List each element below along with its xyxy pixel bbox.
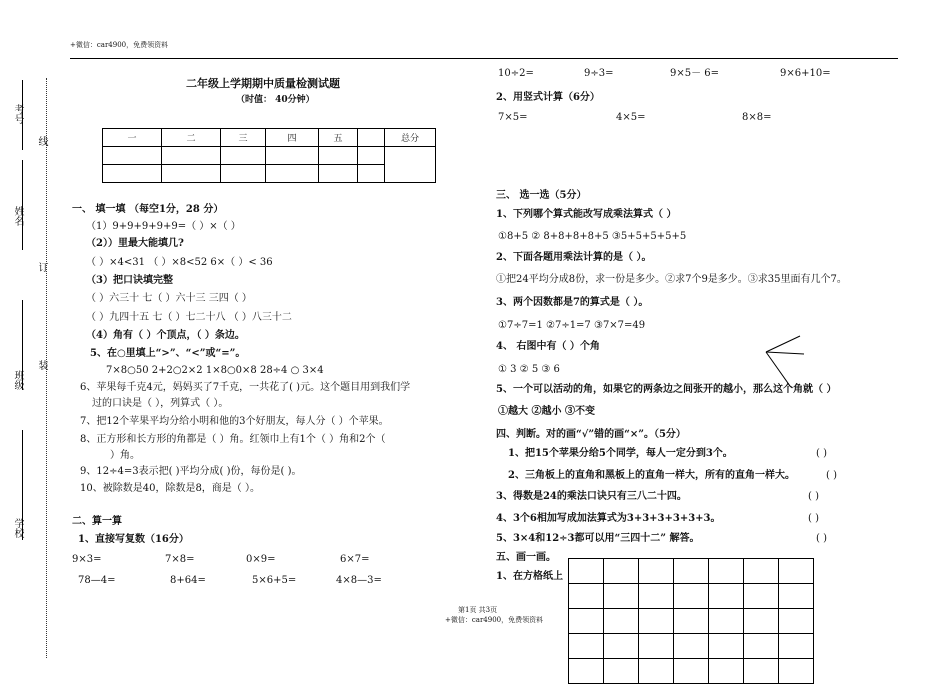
page-subtitle: （时值： 40分钟）	[236, 95, 315, 105]
s3-line: ①7÷7=1 ②7÷1=7 ③7×7=49	[498, 320, 646, 331]
s4-item: 3、得数是24的乘法口诀只有三八二十四。	[496, 491, 687, 502]
s1-line: 8、正方形和长方形的角都是（ ）角。红领巾上有1个（ ）角和2个（	[80, 434, 386, 445]
score-cell[interactable]	[103, 165, 162, 183]
score-cell[interactable]	[266, 165, 319, 183]
angle-ray	[766, 336, 800, 352]
s3-line: ①8+5 ② 8+8+8+8+5 ③5+5+5+5+5	[498, 231, 687, 242]
score-header: 二	[162, 129, 221, 147]
calc-item: 6×7=	[340, 554, 370, 565]
s1-line: （2））里最大能填几?	[86, 238, 184, 249]
s3-line: ① 3 ② 5 ③ 6	[498, 364, 560, 375]
s1-line: 过的口诀是（ ），列算式（ ）。	[92, 398, 229, 409]
score-cell[interactable]	[221, 147, 266, 165]
margin-label-exam-no: 考号	[12, 104, 23, 124]
section-5-title: 五、画一画。	[496, 552, 556, 563]
s3-line: 2、下面各题用乘法计算的是（ ）。	[496, 252, 652, 263]
s2-subtitle-2: 2、用竖式计算（6分）	[496, 92, 600, 103]
margin-label-school: 学校	[12, 518, 23, 538]
s3-line: 4、 右图中有（ ）个角	[496, 341, 600, 352]
s4-item: 2、三角板上的直角和黑板上的直角一样大，所有的直角一样大。	[508, 470, 795, 481]
calc-item: 0×9=	[246, 554, 276, 565]
s4-item: 4、3个6相加写成加法算式为3+3+3+3+3+3。	[496, 513, 721, 524]
calc-item: 5×6+5=	[252, 575, 297, 586]
s4-mark[interactable]: ( )	[808, 491, 819, 502]
calc-item: 9×5－ 6=	[670, 68, 720, 79]
s3-line: ①越大 ②越小 ③不变	[498, 406, 595, 417]
s1-line: 5、在○里填上“>”、“<”或“=”。	[90, 348, 246, 359]
margin-underline-3	[22, 300, 23, 390]
score-header: 五	[319, 129, 358, 147]
angle-ray	[766, 352, 790, 386]
score-cell[interactable]	[358, 147, 385, 165]
margin-label-order: 订	[36, 262, 47, 272]
s1-line: ）角。	[110, 450, 140, 461]
s3-line: 5、一个可以活动的角，如果它的两条边之间张开的越小，那么这个角就（ ）	[496, 384, 837, 395]
s4-mark[interactable]: ( )	[816, 448, 827, 459]
margin-label-line: 线	[36, 136, 47, 146]
vert-calc-item: 7×5=	[498, 112, 528, 123]
margin-underline-1	[22, 80, 23, 150]
score-header	[358, 129, 385, 147]
margin-underline-2	[22, 160, 23, 250]
score-header: 一	[103, 129, 162, 147]
footer-note: +微信：car4900，免费领资料	[445, 616, 544, 624]
s1-line: （ ）×4<31 （ ）×8<52 6×（ ）< 36	[86, 257, 273, 268]
s1-line: （3）把口诀填完整	[86, 275, 173, 286]
score-cell[interactable]	[319, 147, 358, 165]
s1-line: 7、把12个苹果平均分给小明和他的3个好朋友，每人分（ ）个苹果。	[80, 416, 389, 427]
score-header-total: 总分	[385, 129, 436, 147]
s1-line: （1）9+9+9+9+9=（ ）×（ ）	[86, 221, 241, 232]
score-header: 四	[266, 129, 319, 147]
score-cell[interactable]	[266, 147, 319, 165]
section-2-title: 二、算一算	[72, 516, 122, 527]
s1-line: （ ）六三十 七（ ）六十三 三四（ ）	[86, 293, 252, 304]
s1-line: 7×8○50 2+2○2×2 1×8○0×8 28÷4 ○ 3×4	[106, 365, 324, 376]
calc-item: 8+64=	[170, 575, 206, 586]
calc-item: 10÷2=	[498, 68, 534, 79]
score-header: 三	[221, 129, 266, 147]
page-title: 二年级上学期期中质量检测试题	[186, 77, 340, 90]
s1-line: 10、被除数是40，除数是8，商是（ ）。	[80, 483, 260, 494]
calc-item: 7×8=	[165, 554, 195, 565]
score-cell-total[interactable]	[385, 147, 436, 183]
drawing-grid[interactable]	[568, 558, 814, 684]
s1-line: （4）角有（ ）个顶点，（ ）条边。	[86, 330, 245, 341]
s2-subtitle-1: 1、直接写复数（16分）	[78, 534, 189, 545]
calc-item: 9×3=	[72, 554, 102, 565]
margin-label-name: 姓名	[12, 206, 23, 226]
s4-mark[interactable]: ( )	[816, 533, 827, 544]
s4-mark[interactable]: ( )	[808, 513, 819, 524]
section-4-title: 四、判断。对的画“√”错的画“×”。（5分）	[496, 429, 686, 440]
score-cell[interactable]	[221, 165, 266, 183]
angle-ray	[766, 352, 804, 354]
vert-calc-item: 8×8=	[742, 112, 772, 123]
s1-line: 9、12÷4=3表示把( )平均分成( )份，每份是( )。	[80, 466, 302, 477]
score-table	[102, 128, 436, 183]
s1-line: 6、苹果每千克4元，妈妈买了7千克，一共花了( )元。这个题目用到我们学	[80, 382, 411, 393]
score-cell[interactable]	[162, 147, 221, 165]
footer-page-number: 第1页 共3页	[458, 606, 498, 614]
s4-item: 5、3×4和12÷3都可以用“三四十二” 解答。	[496, 533, 700, 544]
calc-item: 4×8—3=	[336, 575, 382, 586]
score-cell[interactable]	[103, 147, 162, 165]
section-3-title: 三、 选一选（5分）	[496, 190, 587, 201]
score-cell[interactable]	[162, 165, 221, 183]
s3-line: 1、下列哪个算式能改写成乘法算式（ ）	[496, 209, 677, 220]
section-1-title: 一、 填一填 （每空1分，28 分）	[72, 204, 224, 215]
s4-item: 1、把15个苹果分给5个同学，每人一定分到3个。	[508, 448, 733, 459]
header-note: +微信：car4900，免费领资料	[70, 41, 169, 49]
angle-figure	[760, 332, 810, 392]
header-rule	[70, 58, 898, 59]
s4-mark[interactable]: ( )	[826, 470, 837, 481]
s3-line: 3、两个因数都是7的算式是（ ）。	[496, 297, 649, 308]
score-cell[interactable]	[319, 165, 358, 183]
vert-calc-item: 4×5=	[616, 112, 646, 123]
calc-item: 9÷3=	[584, 68, 614, 79]
margin-underline-4	[22, 430, 23, 540]
calc-item: 78—4=	[78, 575, 116, 586]
calc-item: 9×6+10=	[780, 68, 831, 79]
margin-label-bind: 装	[36, 360, 47, 370]
s3-line: ①把24平均分成8份，求一份是多少。②求7个9是多少。③求35里面有几个7。	[496, 274, 847, 285]
s5-item: 1、在方格纸上	[496, 571, 563, 582]
margin-label-class: 班级	[12, 370, 23, 390]
score-cell[interactable]	[358, 165, 385, 183]
s1-line: （ ）九四十五 七（ ）七二十八 （ ）八三十二	[86, 312, 292, 323]
